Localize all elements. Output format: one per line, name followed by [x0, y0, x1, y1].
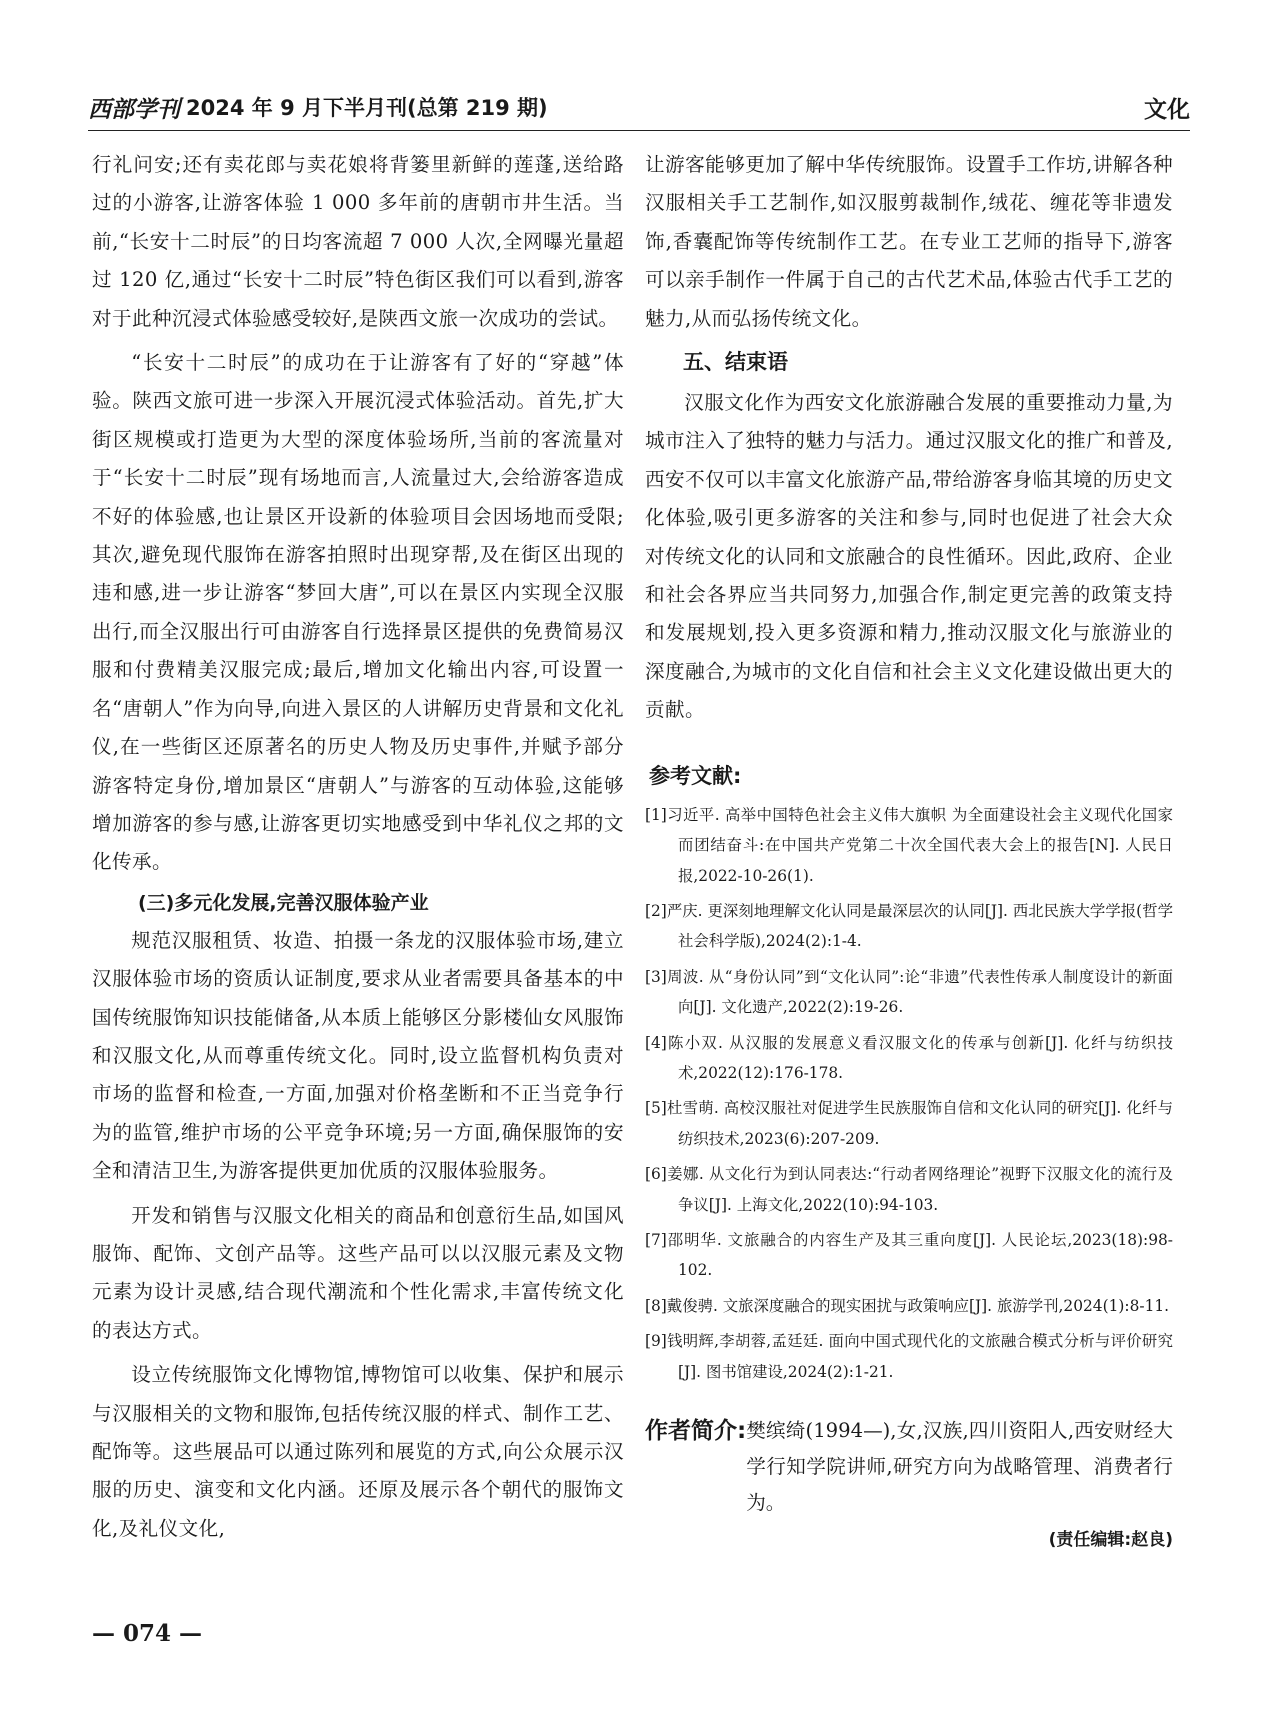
paragraph: 行礼问安;还有卖花郎与卖花娘将背篓里新鲜的莲蓬,送给路过的小游客,让游客体验 1 000 多年前的唐朝市井生活。当前,“长安十二时辰”的日均客流超 7 000 人次,全网曝光量超过 120 亿,通过“长安十二时辰”特色街区我们可以看到,游客对于此种沉浸式体验感受较好,是陕西文旅一次成功的尝试。: [92, 153, 624, 330]
author-bio: [645, 1413, 1173, 1521]
section-heading: 五、结束语: [683, 350, 788, 375]
author-label: 作者简介:: [645, 1418, 747, 1444]
paragraph: “长安十二时辰”的成功在于让游客有了好的“穿越”体验。陕西文旅可进一步深入开展沉浸式体验活动。首先,扩大街区规模或打造更为大型的深度体验场所,当前的客流量对于“长安十二时辰”现有场地而言,人流量过大,会给游客造成不好的体验感,也让景区开设新的体验项目会因场地而受限;其次,避免现代服饰在游客拍照时出现穿帮,及在街区出现的违和感,进一步让游客“梦回大唐”,可以在景区内实现全汉服出行,而全汉服出行可由游客自行选择景区提供的免费简易汉服和付费精美汉服完成;最后,增加文化输出内容,可设置一名“唐朝人”作为向导,向进入景区的人讲解历史背景和文化礼仪,在一些街区还原著名的历史人物及历史事件,并赋予部分游客特定身份,增加景区“唐朝人”与游客的互动体验,这能够增加游客的参与感,让游客更切实地感受到中华礼仪之邦的文化传承。: [92, 351, 624, 874]
paragraph: 规范汉服租赁、妆造、拍摄一条龙的汉服体验市场,建立汉服体验市场的资质认证制度,要求从业者需要具备基本的中国传统服饰知识技能储备,从本质上能够区分影楼仙女风服饰和汉服文化,从而尊重传统文化。同时,设立监督机构负责对市场的监督和检查,一方面,加强对价格垄断和不正当竞争行为的监管,维护市场的公平竞争环境;另一方面,确保服饰的安全和清洁卫生,为游客提供更加优质的汉服体验服务。: [92, 928, 624, 1183]
header-rule: [88, 130, 1190, 131]
reference-list: [645, 800, 1173, 1387]
author-text: 樊缤绮(1994—),女,汉族,四川资阳人,西安财经大学行知学院讲师,研究方向为战略管理、消费者行为。: [746, 1419, 1173, 1514]
right-column: [645, 146, 1173, 1550]
reference-item: [5]杜雪萌. 高校汉服社对促进学生民族服饰自信和文化认同的研究[J]. 化纤与纺织技术,2023(6):207-209.: [645, 1099, 1173, 1148]
journal-logo: 西部学刊: [88, 95, 180, 123]
references-title: 参考文献:: [649, 763, 742, 788]
paragraph: 开发和销售与汉服文化相关的商品和创意衍生品,如国风服饰、配饰、文创产品等。这些产品可以以汉服元素及文物元素为设计灵感,结合现代潮流和个性化需求,丰富传统文化的表达方式。: [92, 1203, 624, 1342]
subsection-heading: (三)多元化发展,完善汉服体验产业: [138, 891, 429, 914]
running-header: [88, 86, 1190, 128]
page-number: — 074 —: [92, 1620, 203, 1647]
responsible-editor: (责任编辑:赵良): [1048, 1530, 1173, 1550]
reference-item: [6]姜娜. 从文化行为到认同表达:“行动者网络理论”视野下汉服文化的流行及争议[J]. 上海文化,2022(10):94-103.: [645, 1165, 1173, 1214]
header-left: [88, 91, 548, 124]
paragraph: 设立传统服饰文化博物馆,博物馆可以收集、保护和展示与汉服相关的文物和服饰,包括传统汉服的样式、制作工艺、配饰等。这些展品可以通过陈列和展览的方式,向公众展示汉服的历史、演变和文化内涵。还原及展示各个朝代的服饰文化,及礼仪文化,: [92, 1363, 624, 1540]
paragraph: 汉服文化作为西安文化旅游融合发展的重要推动力量,为城市注入了独特的魅力与活力。通过汉服文化的推广和普及,西安不仅可以丰富文化旅游产品,带给游客身临其境的历史文化体验,吸引更多游客的关注和参与,同时也促进了社会大众对传统文化的认同和文旅融合的良性循环。因此,政府、企业和社会各界应当共同努力,加强合作,制定更完善的政策支持和发展规划,投入更多资源和精力,推动汉服文化与旅游业的深度融合,为城市的文化自信和社会主义文化建设做出更大的贡献。: [645, 391, 1173, 722]
reference-item: [9]钱明辉,李胡蓉,孟廷廷. 面向中国式现代化的文旅融合模式分析与评价研究[J]. 图书馆建设,2024(2):1-21.: [645, 1332, 1173, 1381]
section-name: 文化: [1144, 96, 1190, 123]
left-column: [92, 146, 624, 1548]
paragraph: 让游客能够更加了解中华传统服饰。设置手工作坊,讲解各种汉服相关手工艺制作,如汉服剪裁制作,绒花、缠花等非遗发饰,香囊配饰等传统制作工艺。在专业工艺师的指导下,游客可以亲手制作一件属于自己的古代艺术品,体验古代手工艺的魅力,从而弘扬传统文化。: [645, 153, 1173, 330]
reference-item: [4]陈小双. 从汉服的发展意义看汉服文化的传承与创新[J]. 化纤与纺织技术,2022(12):176-178.: [645, 1033, 1173, 1082]
reference-item: [8]戴俊骋. 文旅深度融合的现实困扰与政策响应[J]. 旅游学刊,2024(1):8-11.: [645, 1296, 1170, 1315]
reference-item: [2]严庆. 更深刻地理解文化认同是最深层次的认同[J]. 西北民族大学学报(哲学社会科学版),2024(2):1-4.: [645, 901, 1173, 951]
reference-item: [7]邵明华. 文旅融合的内容生产及其三重向度[J]. 人民论坛,2023(18):98-102.: [645, 1230, 1173, 1280]
issue-info: 2024 年 9 月下半月刊(总第 219 期): [186, 96, 548, 120]
reference-item: [3]周波. 从“身份认同”到“文化认同”:论“非遗”代表性传承人制度设计的新面向[J]. 文化遗产,2022(2):19-26.: [645, 967, 1173, 1017]
reference-item: [1]习近平. 高举中国特色社会主义伟大旗帜 为全面建设社会主义现代化国家而团结奋斗:在中国共产党第二十次全国代表大会上的报告[N]. 人民日报,2022-10-26(1).: [645, 805, 1173, 885]
